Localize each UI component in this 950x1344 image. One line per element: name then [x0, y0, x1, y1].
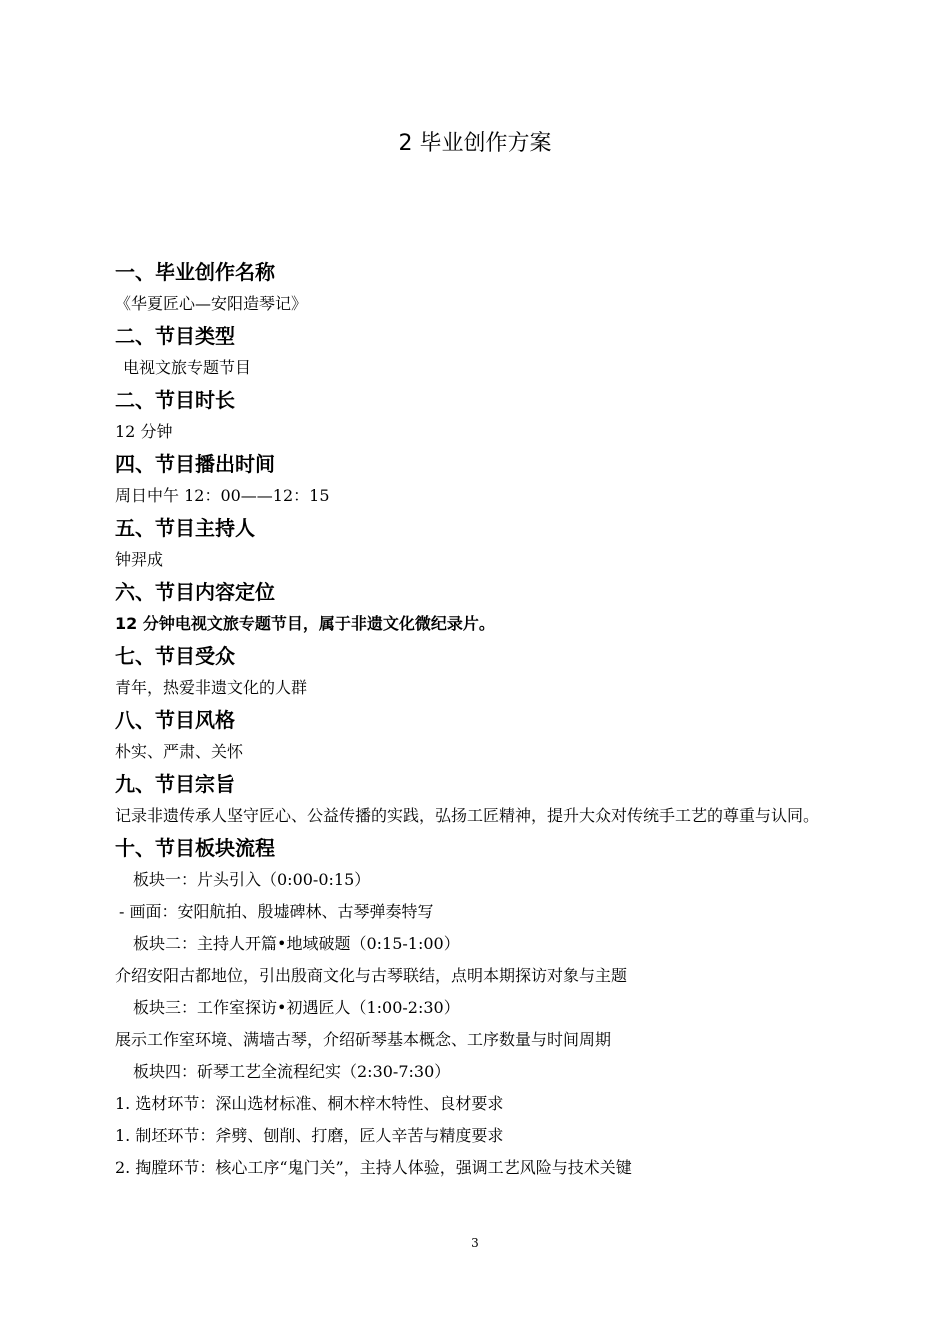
flow-line: 介绍安阳古都地位，引出殷商文化与古琴联结，点明本期探访对象与主题 [115, 966, 628, 985]
flow-line: 2. 掏膛环节：核心工序“鬼门关”，主持人体验，强调工艺风险与技术关键 [115, 1158, 632, 1177]
section-heading-audience: 七、节目受众 [115, 644, 235, 668]
section-text-name: 《华夏匠心—安阳造琴记》 [115, 294, 308, 313]
section-text-positioning: 12 分钟电视文旅专题节目，属于非遗文化微纪录片。 [115, 614, 495, 633]
document-body [115, 256, 835, 1184]
section-text-airtime: 周日中午 12：00——12：15 [115, 486, 330, 505]
section-heading-positioning: 六、节目内容定位 [115, 580, 275, 604]
section-heading-host: 五、节目主持人 [115, 516, 255, 540]
section-text-type: 电视文旅专题节目 [123, 358, 252, 377]
section-text-style: 朴实、严肃、关怀 [115, 742, 244, 761]
flow-line: 1. 选材环节：深山选材标准、桐木梓木特性、良材要求 [115, 1094, 504, 1113]
flow-line: 1. 制坯环节：斧劈、刨削、打磨，匠人辛苦与精度要求 [115, 1126, 504, 1145]
section-heading-style: 八、节目风格 [115, 708, 235, 732]
section-heading-name: 一、毕业创作名称 [115, 260, 275, 284]
section-heading-type: 二、节目类型 [115, 324, 235, 348]
flow-line: 板块四：斫琴工艺全流程纪实（2:30-7:30） [133, 1062, 451, 1081]
section-heading-duration: 二、节目时长 [115, 388, 235, 412]
flow-line: - 画面：安阳航拍、殷墟碑林、古琴弹奏特写 [119, 902, 434, 921]
flow-line: 板块三：工作室探访•初遇匠人（1:00-2:30） [133, 998, 460, 1017]
page-title: 2 毕业创作方案 [398, 131, 552, 156]
section-text-duration: 12 分钟 [115, 422, 173, 441]
section-heading-airtime: 四、节目播出时间 [115, 452, 275, 476]
section-text-host: 钟羿成 [115, 550, 164, 569]
page-number: 3 [471, 1236, 479, 1250]
section-text-purpose: 记录非遗传承人坚守匠心、公益传播的实践，弘扬工匠精神，提升大众对传统手工艺的尊重与认同。 [115, 806, 820, 825]
section-heading-purpose: 九、节目宗旨 [115, 772, 235, 796]
flow-line: 展示工作室环境、满墙古琴，介绍斫琴基本概念、工序数量与时间周期 [115, 1030, 612, 1049]
section-heading-flow: 十、节目板块流程 [115, 836, 275, 860]
section-text-audience: 青年，热爱非遗文化的人群 [115, 678, 308, 697]
flow-line: 板块二：主持人开篇•地域破题（0:15-1:00） [133, 934, 460, 953]
flow-line: 板块一：片头引入（0:00-0:15） [133, 870, 371, 889]
